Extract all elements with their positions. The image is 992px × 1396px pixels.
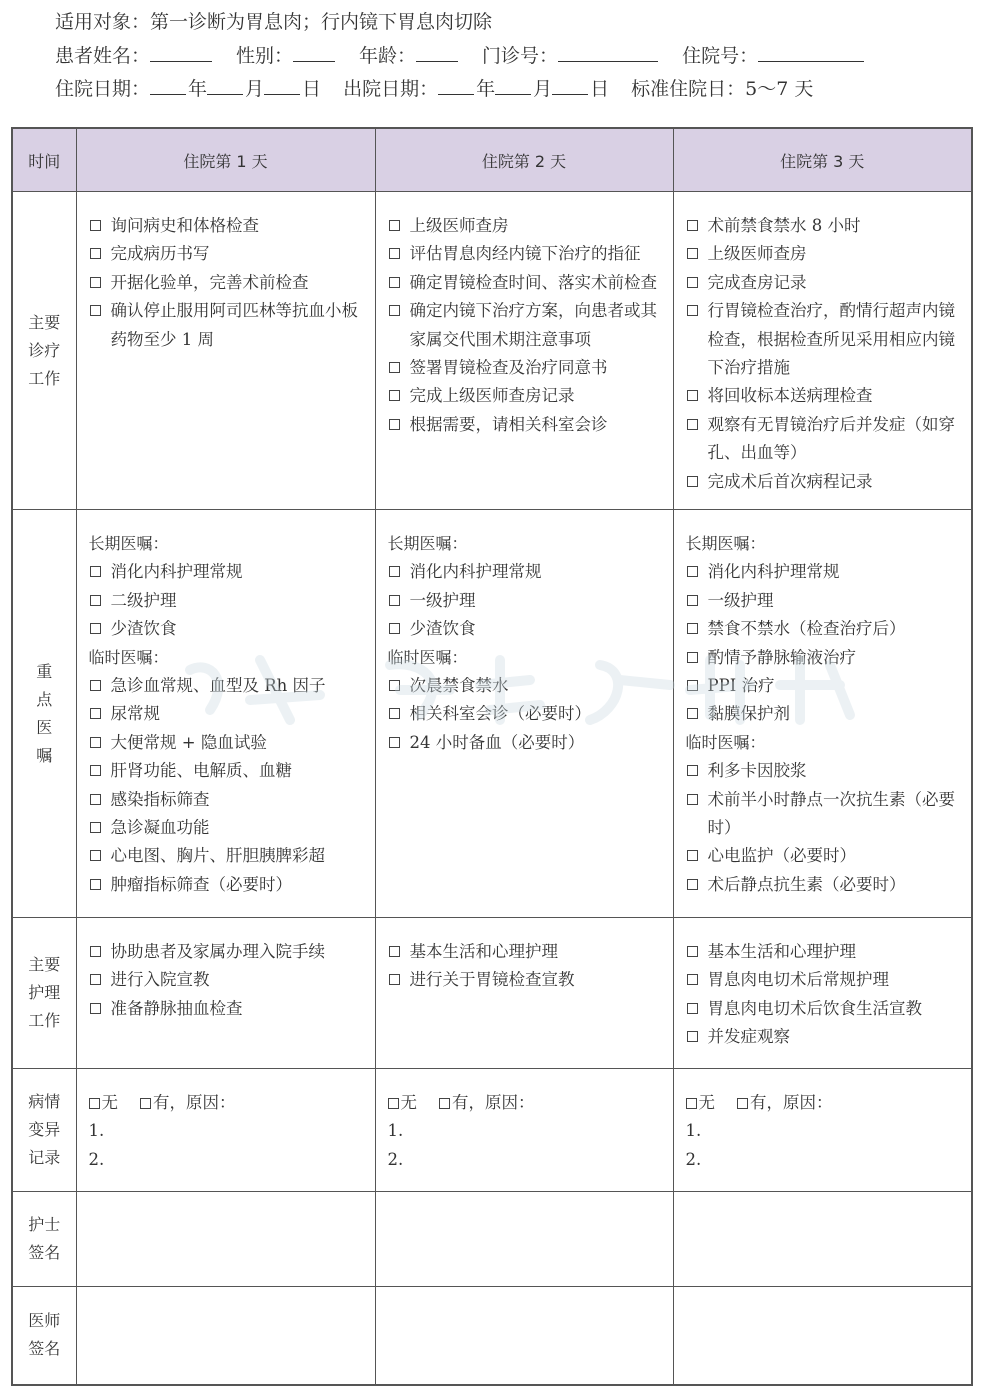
long-term-orders-heading: 长期医嘱： xyxy=(387,534,468,553)
checklist-item xyxy=(686,297,964,382)
checklist-item-text: 大便常规 + 隐血试验 xyxy=(110,732,267,752)
checklist-item xyxy=(89,297,367,354)
day2-nursing xyxy=(375,918,673,1069)
checkbox-icon[interactable] xyxy=(687,879,698,890)
inpatient-number-label: 住院号： xyxy=(682,45,759,67)
orders-row xyxy=(12,510,972,918)
checkbox-icon[interactable] xyxy=(90,220,101,231)
checkbox-icon[interactable] xyxy=(90,277,101,288)
checklist-item xyxy=(686,938,964,966)
day1-diagnosis xyxy=(76,192,375,510)
day3-orders xyxy=(673,510,972,918)
checklist-item xyxy=(388,729,665,757)
checkbox-icon[interactable] xyxy=(687,248,698,259)
checklist-item xyxy=(89,995,367,1023)
checklist-item xyxy=(89,786,367,814)
temporary-orders-heading: 临时医嘱： xyxy=(387,647,468,667)
day3-doctor-signature[interactable] xyxy=(673,1287,972,1385)
checklist-item-text: 进行关于胃镜检查宣教 xyxy=(409,970,575,990)
checkbox-icon[interactable] xyxy=(687,277,698,288)
row-label-line: 重 xyxy=(36,661,53,681)
checkbox-icon[interactable] xyxy=(389,708,400,719)
checkbox-icon[interactable] xyxy=(687,595,698,606)
doctor-sign-row xyxy=(12,1287,972,1385)
sex-label: 性别： xyxy=(236,45,294,67)
row-label xyxy=(12,192,76,510)
variance-reason-2[interactable]: 2. xyxy=(387,1149,404,1169)
checklist-item xyxy=(686,1023,964,1051)
no-variance-label: 无 xyxy=(400,1093,417,1112)
checklist-item xyxy=(89,558,367,586)
checklist-item xyxy=(388,938,665,966)
nurse-sign-row xyxy=(12,1192,972,1287)
variance-options xyxy=(388,1089,665,1117)
clinic-number-field[interactable] xyxy=(558,39,658,62)
checklist-item-text: 感染指标筛查 xyxy=(110,789,210,809)
no-variance-checkbox[interactable] xyxy=(89,1098,100,1109)
variance-reason-1[interactable]: 1. xyxy=(88,1121,105,1141)
inpatient-number-field[interactable] xyxy=(758,39,864,62)
clinical-pathway-table xyxy=(11,127,973,1386)
row-label-line: 主要 xyxy=(28,312,61,332)
checkbox-icon[interactable] xyxy=(687,1031,698,1042)
checkbox-icon[interactable] xyxy=(687,850,698,861)
day3-header: 住院第 3 天 xyxy=(673,128,972,192)
checklist-item xyxy=(686,842,964,870)
checklist-item xyxy=(388,672,665,700)
checklist-item-text: 少渣饮食 xyxy=(409,619,476,639)
patient-info-line xyxy=(55,39,975,72)
checkbox-icon[interactable] xyxy=(90,623,101,634)
day-text: 日 xyxy=(302,78,322,100)
month-text: 月 xyxy=(245,78,265,100)
checklist-item-text: 一级护理 xyxy=(409,590,476,610)
checkbox-icon[interactable] xyxy=(389,390,400,401)
checklist-item xyxy=(89,729,367,757)
checklist-item-text: 评估胃息肉经内镜下治疗的指征 xyxy=(409,244,641,264)
day1-header: 住院第 1 天 xyxy=(76,128,375,192)
has-variance-checkbox[interactable] xyxy=(140,1098,151,1109)
checklist-item xyxy=(89,871,367,899)
checklist-item-text: 肿瘤指标筛查（必要时） xyxy=(110,874,292,894)
checklist-item xyxy=(388,558,665,586)
checkbox-icon[interactable] xyxy=(389,220,400,231)
has-variance-checkbox[interactable] xyxy=(737,1098,748,1109)
row-label-line: 护理 xyxy=(28,983,61,1002)
checklist-item xyxy=(686,644,964,672)
checklist-item xyxy=(89,966,367,994)
checkbox-icon[interactable] xyxy=(389,362,400,373)
checklist-item-text: 次晨禁食禁水 xyxy=(409,676,509,696)
checkbox-icon[interactable] xyxy=(687,419,698,430)
checkbox-icon[interactable] xyxy=(90,765,101,776)
clinic-number-label: 门诊号： xyxy=(482,45,559,67)
checklist-item xyxy=(686,786,964,843)
row-label-line: 变异 xyxy=(28,1120,61,1139)
checklist-item xyxy=(89,814,367,842)
age-label: 年龄： xyxy=(359,45,417,67)
checklist-item xyxy=(686,587,964,615)
temporary-orders-heading: 临时医嘱： xyxy=(88,647,169,667)
no-variance-label: 无 xyxy=(101,1093,118,1112)
day2-doctor-signature[interactable] xyxy=(375,1287,673,1385)
checklist-item xyxy=(686,269,964,297)
variance-reason-2[interactable]: 2. xyxy=(685,1149,702,1169)
dates-line xyxy=(55,72,975,105)
checkbox-icon[interactable] xyxy=(90,850,101,861)
checklist-item-text: 基本生活和心理护理 xyxy=(409,942,558,961)
checklist-item-text: 二级护理 xyxy=(110,590,177,610)
checklist-item xyxy=(89,938,367,966)
checklist-item-text: PPI 治疗 xyxy=(707,676,775,696)
variance-reason-2[interactable]: 2. xyxy=(88,1149,105,1169)
discharge-date-label: 出院日期： xyxy=(343,78,439,100)
checklist-item-text: 上级医师查房 xyxy=(409,216,509,235)
checklist-item xyxy=(388,269,665,297)
checklist-item-text: 相关科室会诊（必要时） xyxy=(409,704,591,724)
patient-name-field[interactable] xyxy=(150,39,212,62)
checklist-item xyxy=(686,700,964,728)
long-term-orders-heading: 长期医嘱： xyxy=(685,534,766,553)
has-variance-label: 有，原因： xyxy=(153,1093,236,1112)
checklist-item xyxy=(388,240,665,268)
checklist-item xyxy=(388,212,665,240)
variance-reason-1[interactable]: 1. xyxy=(387,1121,404,1141)
checklist-item-text: 消化内科护理常规 xyxy=(707,562,840,582)
checkbox-icon[interactable] xyxy=(90,680,101,691)
checklist-item xyxy=(686,240,964,268)
admit-date-label: 住院日期： xyxy=(55,78,151,100)
checklist-item-text: 黏膜保护剂 xyxy=(707,704,790,724)
row-label-line: 病情 xyxy=(28,1092,61,1111)
checklist-item-text: 签署胃镜检查及治疗同意书 xyxy=(409,358,608,378)
checkbox-icon[interactable] xyxy=(90,566,101,577)
checklist-item xyxy=(388,297,665,354)
year-text: 年 xyxy=(188,78,208,100)
row-label-line: 诊疗 xyxy=(28,340,61,360)
checklist-item xyxy=(89,757,367,785)
day1-variance xyxy=(76,1069,375,1192)
checklist-item-text: 完成上级医师查房记录 xyxy=(409,386,575,406)
checklist-item-text: 利多卡因胶浆 xyxy=(707,761,807,781)
checklist-item xyxy=(89,842,367,870)
checklist-item xyxy=(686,995,964,1023)
no-variance-checkbox[interactable] xyxy=(686,1098,697,1109)
checklist-item-text: 急诊血常规、血型及 Rh 因子 xyxy=(110,676,326,696)
checklist-item-text: 少渣饮食 xyxy=(110,619,177,639)
row-label-line: 记录 xyxy=(28,1148,61,1167)
has-variance-label: 有，原因： xyxy=(452,1093,535,1112)
admit-day-field[interactable] xyxy=(264,72,300,95)
checkbox-icon[interactable] xyxy=(389,974,400,985)
checkbox-icon[interactable] xyxy=(389,419,400,430)
checkbox-icon[interactable] xyxy=(687,566,698,577)
day1-doctor-signature[interactable] xyxy=(76,1287,375,1385)
row-label-line: 护士 xyxy=(28,1215,61,1234)
checklist-item-text: 术前半小时静点一次抗生素（必要时） xyxy=(707,789,955,838)
checkbox-icon[interactable] xyxy=(389,623,400,634)
checkbox-icon[interactable] xyxy=(90,708,101,719)
checklist-item-text: 根据需要，请相关科室会诊 xyxy=(409,414,608,434)
checklist-item xyxy=(388,615,665,643)
variance-options xyxy=(89,1089,367,1117)
row-label-line: 点 xyxy=(36,689,53,709)
row-label-line: 主要 xyxy=(28,955,61,974)
row-label-line: 嘱 xyxy=(36,745,53,765)
checklist-item-text: 尿常规 xyxy=(110,704,160,724)
checklist-item-text: 胃息肉电切术后饮食生活宣教 xyxy=(707,998,922,1018)
checkbox-icon[interactable] xyxy=(90,305,101,316)
checklist-item-text: 确定内镜下治疗方案，向患者或其家属交代围术期注意事项 xyxy=(409,301,657,349)
checkbox-icon[interactable] xyxy=(687,623,698,634)
day2-header: 住院第 2 天 xyxy=(375,128,673,192)
checklist-item xyxy=(89,700,367,728)
row-label xyxy=(12,1069,76,1192)
checkbox-icon[interactable] xyxy=(90,1003,101,1014)
checkbox-icon[interactable] xyxy=(90,946,101,957)
standard-stay: 标准住院日：5～7 天 xyxy=(631,78,814,100)
has-variance-checkbox[interactable] xyxy=(439,1098,450,1109)
day-text: 日 xyxy=(590,78,610,100)
form-header xyxy=(55,6,975,105)
checkbox-icon[interactable] xyxy=(687,305,698,316)
row-label-line: 签名 xyxy=(28,1339,61,1359)
checklist-item xyxy=(686,615,964,643)
checkbox-icon[interactable] xyxy=(687,1003,698,1014)
checkbox-icon[interactable] xyxy=(90,879,101,890)
checklist-item-text: 胃息肉电切术后常规护理 xyxy=(707,970,889,990)
checklist-item xyxy=(388,966,665,994)
row-label xyxy=(12,1287,76,1385)
patient-name-label: 患者姓名： xyxy=(55,45,151,67)
checkbox-icon[interactable] xyxy=(687,765,698,776)
checkbox-icon[interactable] xyxy=(90,794,101,805)
checkbox-icon[interactable] xyxy=(687,220,698,231)
checklist-item xyxy=(686,468,964,496)
checklist-item-text: 肝肾功能、电解质、血糖 xyxy=(110,761,292,781)
checklist-item-text: 并发症观察 xyxy=(707,1027,790,1047)
checklist-item-text: 询问病史和体格检查 xyxy=(110,216,259,235)
day3-nursing xyxy=(673,918,972,1069)
temporary-orders-heading: 临时医嘱： xyxy=(685,732,766,752)
day3-diagnosis xyxy=(673,192,972,510)
month-text: 月 xyxy=(533,78,553,100)
checkbox-icon[interactable] xyxy=(90,737,101,748)
checklist-item-text: 确认停止服用阿司匹林等抗血小板药物至少 1 周 xyxy=(110,301,358,349)
variance-row xyxy=(12,1069,972,1192)
checklist-item-text: 观察有无胃镜治疗后并发症（如穿孔、出血等） xyxy=(707,414,955,463)
checklist-item xyxy=(388,700,665,728)
day2-nurse-signature[interactable] xyxy=(375,1192,673,1287)
admit-month-field[interactable] xyxy=(207,72,243,95)
checklist-item-text: 完成病历书写 xyxy=(110,244,210,264)
checklist-item-text: 基本生活和心理护理 xyxy=(707,942,856,961)
discharge-month-field[interactable] xyxy=(495,72,531,95)
checkbox-icon[interactable] xyxy=(687,946,698,957)
checklist-item-text: 准备静脉抽血检查 xyxy=(110,998,243,1018)
diagnosis-row xyxy=(12,192,972,510)
row-label-line: 工作 xyxy=(28,368,61,388)
discharge-day-field[interactable] xyxy=(552,72,588,95)
row-label-line: 签名 xyxy=(28,1243,61,1262)
checklist-item xyxy=(686,672,964,700)
checklist-item-text: 上级医师查房 xyxy=(707,244,807,264)
row-label-line: 医师 xyxy=(28,1311,61,1331)
checkbox-icon[interactable] xyxy=(389,946,400,957)
checklist-item xyxy=(686,871,964,899)
day1-nursing xyxy=(76,918,375,1069)
no-variance-label: 无 xyxy=(698,1093,715,1112)
time-header: 时间 xyxy=(12,128,76,192)
checklist-item xyxy=(686,558,964,586)
day2-variance xyxy=(375,1069,673,1192)
checkbox-icon[interactable] xyxy=(389,566,400,577)
checklist-item xyxy=(388,354,665,382)
applicable-object: 适用对象：第一诊断为胃息肉；行内镜下胃息肉切除 xyxy=(55,11,493,33)
checklist-item xyxy=(388,382,665,410)
row-label xyxy=(12,918,76,1069)
checklist-item-text: 消化内科护理常规 xyxy=(409,562,542,582)
checkbox-icon[interactable] xyxy=(389,305,400,316)
day2-orders xyxy=(375,510,673,918)
checklist-item-text: 完成查房记录 xyxy=(707,272,807,292)
row-label-line: 工作 xyxy=(28,1011,61,1030)
checklist-item-text: 心电图、胸片、肝胆胰脾彩超 xyxy=(110,846,325,866)
discharge-year-field[interactable] xyxy=(438,72,474,95)
checkbox-icon[interactable] xyxy=(389,680,400,691)
day2-diagnosis xyxy=(375,192,673,510)
checklist-item xyxy=(89,672,367,700)
no-variance-checkbox[interactable] xyxy=(388,1098,399,1109)
checklist-item-text: 术前禁食禁水 8 小时 xyxy=(707,216,861,235)
checkbox-icon[interactable] xyxy=(389,595,400,606)
checklist-item-text: 确定胃镜检查时间、落实术前检查 xyxy=(409,272,657,292)
day3-variance xyxy=(673,1069,972,1192)
checklist-item xyxy=(686,411,964,468)
row-label xyxy=(12,510,76,918)
checkbox-icon[interactable] xyxy=(389,737,400,748)
checklist-item-text: 行胃镜检查治疗，酌情行超声内镜检查，根据检查所见采用相应内镜下治疗措施 xyxy=(707,301,955,378)
checklist-item xyxy=(686,757,964,785)
checklist-item xyxy=(686,966,964,994)
checkbox-icon[interactable] xyxy=(389,277,400,288)
long-term-orders-heading: 长期医嘱： xyxy=(88,534,169,553)
checklist-item-text: 进行入院宣教 xyxy=(110,970,210,990)
checklist-item-text: 一级护理 xyxy=(707,590,774,610)
admit-year-field[interactable] xyxy=(150,72,186,95)
has-variance-label: 有，原因： xyxy=(750,1093,833,1112)
variance-reason-1[interactable]: 1. xyxy=(685,1121,702,1141)
checkbox-icon[interactable] xyxy=(90,822,101,833)
header-row xyxy=(12,128,972,192)
day1-nurse-signature[interactable] xyxy=(76,1192,375,1287)
row-label xyxy=(12,1192,76,1287)
row-label-line: 医 xyxy=(36,717,53,737)
checklist-item-text: 协助患者及家属办理入院手续 xyxy=(110,942,325,961)
sex-field[interactable] xyxy=(293,39,335,62)
variance-options xyxy=(686,1089,964,1117)
checkbox-icon[interactable] xyxy=(687,680,698,691)
checklist-item xyxy=(89,269,367,297)
checkbox-icon[interactable] xyxy=(90,248,101,259)
checklist-item-text: 24 小时备血（必要时） xyxy=(409,732,585,752)
checkbox-icon[interactable] xyxy=(389,248,400,259)
day3-nurse-signature[interactable] xyxy=(673,1192,972,1287)
checklist-item-text: 心电监护（必要时） xyxy=(707,846,856,866)
checklist-item xyxy=(89,212,367,240)
age-field[interactable] xyxy=(416,39,458,62)
checkbox-icon[interactable] xyxy=(687,974,698,985)
checkbox-icon[interactable] xyxy=(687,390,698,401)
checklist-item xyxy=(388,587,665,615)
checkbox-icon[interactable] xyxy=(687,652,698,663)
checklist-item-text: 完成术后首次病程记录 xyxy=(707,471,873,491)
checklist-item-text: 急诊凝血功能 xyxy=(110,818,210,838)
checklist-item-text: 禁食不禁水（检查治疗后） xyxy=(707,619,906,639)
checklist-item-text: 开据化验单，完善术前检查 xyxy=(110,272,309,292)
checkbox-icon[interactable] xyxy=(687,794,698,805)
checklist-item xyxy=(686,212,964,240)
year-text: 年 xyxy=(476,78,496,100)
checkbox-icon[interactable] xyxy=(90,974,101,985)
checklist-item-text: 术后静点抗生素（必要时） xyxy=(707,874,906,894)
checklist-item-text: 酌情予静脉输液治疗 xyxy=(707,647,856,667)
checklist-item xyxy=(388,411,665,439)
checklist-item xyxy=(686,382,964,410)
checkbox-icon[interactable] xyxy=(90,595,101,606)
nursing-row xyxy=(12,918,972,1069)
checklist-item xyxy=(89,615,367,643)
checklist-item xyxy=(89,240,367,268)
checklist-item-text: 消化内科护理常规 xyxy=(110,562,243,582)
checklist-item xyxy=(89,587,367,615)
day1-orders xyxy=(76,510,375,918)
checkbox-icon[interactable] xyxy=(687,708,698,719)
checkbox-icon[interactable] xyxy=(687,476,698,487)
checklist-item-text: 将回收标本送病理检查 xyxy=(707,386,873,406)
